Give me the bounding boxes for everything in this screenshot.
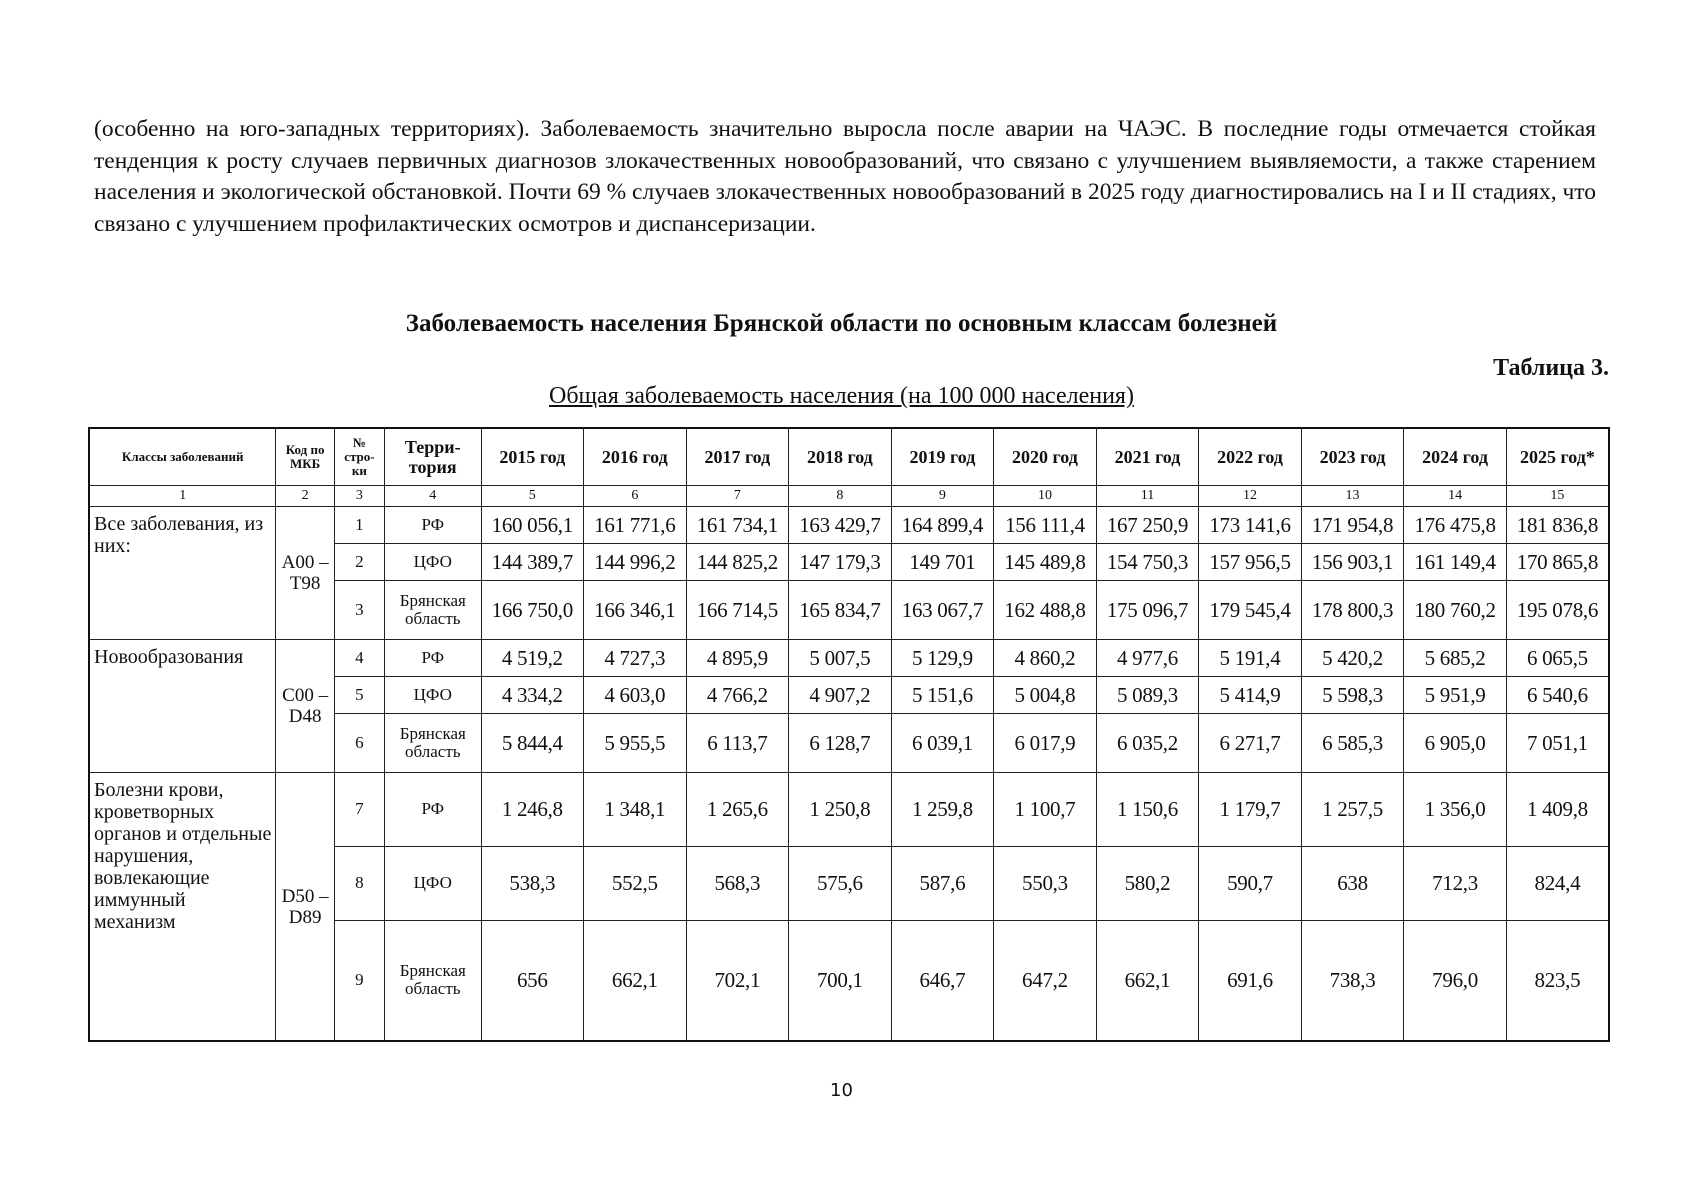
value-cell: 1 348,1 xyxy=(584,773,687,847)
row-number-cell: 1 xyxy=(334,507,384,544)
value-cell: 176 475,8 xyxy=(1404,507,1507,544)
value-cell: 4 860,2 xyxy=(994,640,1097,677)
column-number: 4 xyxy=(385,486,482,507)
value-cell: 6 585,3 xyxy=(1301,713,1404,772)
value-cell: 712,3 xyxy=(1404,846,1507,920)
value-cell: 1 250,8 xyxy=(789,773,892,847)
column-number: 9 xyxy=(891,486,994,507)
value-cell: 163 429,7 xyxy=(789,507,892,544)
value-cell: 167 250,9 xyxy=(1096,507,1199,544)
table-row xyxy=(89,640,1609,677)
territory-cell: Брянская область xyxy=(385,580,482,639)
value-cell: 1 409,8 xyxy=(1506,773,1609,847)
icd-code-cell: С00 – D48 xyxy=(276,640,334,773)
territory-cell: ЦФО xyxy=(385,676,482,713)
column-number: 11 xyxy=(1096,486,1199,507)
page-number: 10 xyxy=(830,1080,853,1101)
header-year: 2022 год xyxy=(1199,428,1302,486)
header-year: 2018 год xyxy=(789,428,892,486)
value-cell: 7 051,1 xyxy=(1506,713,1609,772)
value-cell: 171 954,8 xyxy=(1301,507,1404,544)
header-year: 2017 год xyxy=(686,428,789,486)
value-cell: 823,5 xyxy=(1506,920,1609,1041)
column-number: 12 xyxy=(1199,486,1302,507)
value-cell: 550,3 xyxy=(994,846,1097,920)
value-cell: 568,3 xyxy=(686,846,789,920)
value-cell: 175 096,7 xyxy=(1096,580,1199,639)
value-cell: 1 179,7 xyxy=(1199,773,1302,847)
row-number-cell: 5 xyxy=(334,676,384,713)
value-cell: 156 903,1 xyxy=(1301,543,1404,580)
value-cell: 4 334,2 xyxy=(481,676,584,713)
territory-cell: РФ xyxy=(385,507,482,544)
value-cell: 1 257,5 xyxy=(1301,773,1404,847)
header-year: 2019 год xyxy=(891,428,994,486)
value-cell: 164 899,4 xyxy=(891,507,994,544)
column-number: 3 xyxy=(334,486,384,507)
value-cell: 173 141,6 xyxy=(1199,507,1302,544)
value-cell: 587,6 xyxy=(891,846,994,920)
value-cell: 1 265,6 xyxy=(686,773,789,847)
header-year: 2020 год xyxy=(994,428,1097,486)
value-cell: 161 771,6 xyxy=(584,507,687,544)
value-cell: 4 603,0 xyxy=(584,676,687,713)
territory-cell: РФ xyxy=(385,640,482,677)
value-cell: 166 750,0 xyxy=(481,580,584,639)
value-cell: 552,5 xyxy=(584,846,687,920)
table-body xyxy=(89,507,1609,1042)
value-cell: 1 259,8 xyxy=(891,773,994,847)
value-cell: 6 113,7 xyxy=(686,713,789,772)
value-cell: 161 149,4 xyxy=(1404,543,1507,580)
value-cell: 1 356,0 xyxy=(1404,773,1507,847)
header-classes: Классы заболеваний xyxy=(89,428,276,486)
value-cell: 5 007,5 xyxy=(789,640,892,677)
value-cell: 6 128,7 xyxy=(789,713,892,772)
header-territory: Терри-тория xyxy=(385,428,482,486)
header-year: 2015 год xyxy=(481,428,584,486)
table-row xyxy=(89,773,1609,847)
morbidity-table xyxy=(88,427,1610,1042)
value-cell: 1 150,6 xyxy=(1096,773,1199,847)
value-cell: 580,2 xyxy=(1096,846,1199,920)
value-cell: 147 179,3 xyxy=(789,543,892,580)
value-cell: 702,1 xyxy=(686,920,789,1041)
header-year: 2021 год xyxy=(1096,428,1199,486)
value-cell: 6 035,2 xyxy=(1096,713,1199,772)
value-cell: 590,7 xyxy=(1199,846,1302,920)
intro-paragraph: (особенно на юго-западных территориях). Заболеваемость значительно выросла после аварии на ЧАЭС. В последние годы отмечается стойкая тенденция к росту случаев первичных диагнозов злокачественных новообразований, что связано с улучшением выявляемости, а также старением населения и экологической обстановкой. Почти 69 % случаев злокачественных новообразований в 2025 году диагностировались на I и II стадиях, что связано с улучшением профилактических осмотров и диспансеризации. xyxy=(94,116,1596,237)
disease-class-cell: Болезни крови, кроветворных органов и отдельные нарушения, вовлекающие иммунный механизм xyxy=(89,773,276,1041)
territory-cell: ЦФО xyxy=(385,846,482,920)
value-cell: 647,2 xyxy=(994,920,1097,1041)
value-cell: 6 017,9 xyxy=(994,713,1097,772)
value-cell: 575,6 xyxy=(789,846,892,920)
row-number-cell: 6 xyxy=(334,713,384,772)
column-number: 8 xyxy=(789,486,892,507)
column-number: 15 xyxy=(1506,486,1609,507)
value-cell: 5 420,2 xyxy=(1301,640,1404,677)
row-number-cell: 9 xyxy=(334,920,384,1041)
value-cell: 165 834,7 xyxy=(789,580,892,639)
table-row xyxy=(89,507,1609,544)
value-cell: 5 844,4 xyxy=(481,713,584,772)
value-cell: 4 519,2 xyxy=(481,640,584,677)
value-cell: 161 734,1 xyxy=(686,507,789,544)
value-cell: 166 714,5 xyxy=(686,580,789,639)
value-cell: 6 540,6 xyxy=(1506,676,1609,713)
value-cell: 662,1 xyxy=(1096,920,1199,1041)
value-cell: 5 951,9 xyxy=(1404,676,1507,713)
row-number-cell: 8 xyxy=(334,846,384,920)
value-cell: 5 191,4 xyxy=(1199,640,1302,677)
table-subtitle: Общая заболеваемость населения (на 100 000 населения) xyxy=(549,383,1134,409)
header-row-no: № стро-ки xyxy=(334,428,384,486)
value-cell: 738,3 xyxy=(1301,920,1404,1041)
value-cell: 149 701 xyxy=(891,543,994,580)
value-cell: 1 100,7 xyxy=(994,773,1097,847)
column-number: 13 xyxy=(1301,486,1404,507)
value-cell: 4 907,2 xyxy=(789,676,892,713)
value-cell: 6 905,0 xyxy=(1404,713,1507,772)
row-number-cell: 3 xyxy=(334,580,384,639)
value-cell: 6 039,1 xyxy=(891,713,994,772)
territory-cell: РФ xyxy=(385,773,482,847)
column-number: 5 xyxy=(481,486,584,507)
value-cell: 700,1 xyxy=(789,920,892,1041)
icd-code-cell: D50 – D89 xyxy=(276,773,334,1041)
value-cell: 163 067,7 xyxy=(891,580,994,639)
value-cell: 5 598,3 xyxy=(1301,676,1404,713)
value-cell: 145 489,8 xyxy=(994,543,1097,580)
value-cell: 691,6 xyxy=(1199,920,1302,1041)
value-cell: 144 389,7 xyxy=(481,543,584,580)
column-number-row xyxy=(89,486,1609,507)
section-title: Заболеваемость населения Брянской области по основным классам болезней xyxy=(405,310,1278,337)
column-number: 14 xyxy=(1404,486,1507,507)
value-cell: 179 545,4 xyxy=(1199,580,1302,639)
header-row xyxy=(89,428,1609,486)
value-cell: 4 766,2 xyxy=(686,676,789,713)
value-cell: 4 727,3 xyxy=(584,640,687,677)
column-number: 10 xyxy=(994,486,1097,507)
header-year: 2016 год xyxy=(584,428,687,486)
row-number-cell: 2 xyxy=(334,543,384,580)
value-cell: 5 955,5 xyxy=(584,713,687,772)
row-number-cell: 7 xyxy=(334,773,384,847)
value-cell: 538,3 xyxy=(481,846,584,920)
header-year: 2025 год* xyxy=(1506,428,1609,486)
value-cell: 195 078,6 xyxy=(1506,580,1609,639)
header-code: Код по МКБ xyxy=(276,428,334,486)
column-number: 6 xyxy=(584,486,687,507)
value-cell: 4 895,9 xyxy=(686,640,789,677)
table-label: Таблица 3. xyxy=(1493,355,1609,381)
header-year: 2023 год xyxy=(1301,428,1404,486)
value-cell: 166 346,1 xyxy=(584,580,687,639)
value-cell: 1 246,8 xyxy=(481,773,584,847)
column-number: 2 xyxy=(276,486,334,507)
territory-cell: Брянская область xyxy=(385,920,482,1041)
value-cell: 178 800,3 xyxy=(1301,580,1404,639)
territory-cell: ЦФО xyxy=(385,543,482,580)
value-cell: 180 760,2 xyxy=(1404,580,1507,639)
value-cell: 181 836,8 xyxy=(1506,507,1609,544)
value-cell: 154 750,3 xyxy=(1096,543,1199,580)
row-number-cell: 4 xyxy=(334,640,384,677)
value-cell: 6 271,7 xyxy=(1199,713,1302,772)
disease-class-cell: Все заболевания, из них: xyxy=(89,507,276,640)
value-cell: 160 056,1 xyxy=(481,507,584,544)
territory-cell: Брянская область xyxy=(385,713,482,772)
value-cell: 646,7 xyxy=(891,920,994,1041)
value-cell: 144 825,2 xyxy=(686,543,789,580)
value-cell: 824,4 xyxy=(1506,846,1609,920)
value-cell: 170 865,8 xyxy=(1506,543,1609,580)
value-cell: 6 065,5 xyxy=(1506,640,1609,677)
header-year: 2024 год xyxy=(1404,428,1507,486)
value-cell: 662,1 xyxy=(584,920,687,1041)
disease-class-cell: Новообразования xyxy=(89,640,276,773)
value-cell: 162 488,8 xyxy=(994,580,1097,639)
value-cell: 156 111,4 xyxy=(994,507,1097,544)
column-number: 1 xyxy=(89,486,276,507)
value-cell: 5 414,9 xyxy=(1199,676,1302,713)
value-cell: 638 xyxy=(1301,846,1404,920)
value-cell: 5 004,8 xyxy=(994,676,1097,713)
value-cell: 144 996,2 xyxy=(584,543,687,580)
value-cell: 5 151,6 xyxy=(891,676,994,713)
icd-code-cell: А00 – Т98 xyxy=(276,507,334,640)
value-cell: 157 956,5 xyxy=(1199,543,1302,580)
value-cell: 796,0 xyxy=(1404,920,1507,1041)
column-number: 7 xyxy=(686,486,789,507)
value-cell: 5 129,9 xyxy=(891,640,994,677)
value-cell: 5 089,3 xyxy=(1096,676,1199,713)
value-cell: 656 xyxy=(481,920,584,1041)
value-cell: 4 977,6 xyxy=(1096,640,1199,677)
value-cell: 5 685,2 xyxy=(1404,640,1507,677)
